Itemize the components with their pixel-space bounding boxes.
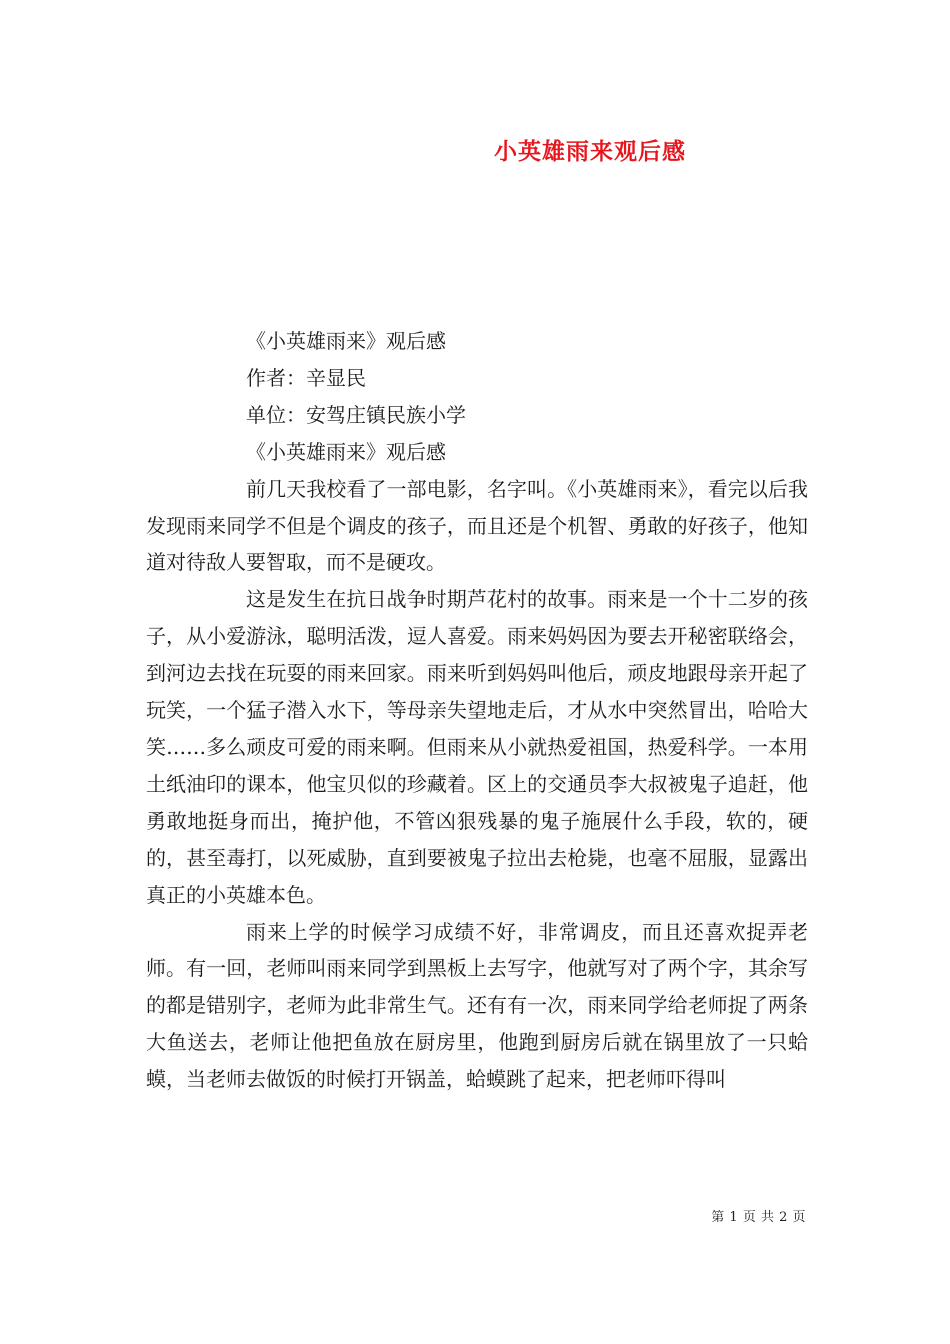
paragraph-subtitle: 《小英雄雨来》观后感	[246, 439, 446, 464]
paragraph-author: 作者：辛显民	[246, 365, 366, 390]
paragraph-heading: 《小英雄雨来》观后感	[246, 329, 446, 353]
paragraph: 这是发生在抗日战争时期芦花村的故事。雨来是一个十二岁的孩子，从小爱游泳，聪明活泼，逗人喜爱。雨来妈妈因为要去开秘密联络会，到河边去找在玩耍的雨来回家。雨来听到妈妈叫他后，顽皮地跟母亲开起了玩笑，一个猛子潜入水下，等母亲失望地走后，才从水中突然冒出，哈哈大笑……多么顽皮可爱的雨来啊。但雨来从小就热爱祖国，热爱科学。一本用土纸油印的课本，他宝贝似的珍藏着。区上的交通员李大叔被鬼子追赶，他勇敢地挺身而出，掩护他，不管凶狠残暴的鬼子施展什么手段，软的，硬的，甚至毒打，以死威胁，直到要被鬼子拉出去枪毙，也毫不屈服，显露出真正的小英雄本色。	[146, 587, 808, 907]
paragraph: 雨来上学的时候学习成绩不好，非常调皮，而且还喜欢捉弄老师。有一回，老师叫雨来同学到黑板上去写字，他就写对了两个字，其余写的都是错别字，老师为此非常生气。还有有一次，雨来同学给老师捉了两条大鱼送去，老师让他把鱼放在厨房里，他跑到厨房后就在锅里放了一只蛤蟆，当老师去做饭的时候打开锅盖，蛤蟆跳了起来，把老师吓得叫	[146, 919, 808, 1092]
document-body	[146, 323, 808, 1098]
document-title: 小英雄雨来观后感	[494, 139, 686, 165]
paragraph: 前几天我校看了一部电影，名字叫。《小英雄雨来》，看完以后我发现雨来同学不但是个调皮的孩子，而且还是个机智、勇敢的好孩子，他知道对待敌人要智取，而不是硬攻。	[146, 476, 808, 575]
paragraph-affiliation: 单位：安驾庄镇民族小学	[246, 402, 466, 427]
page-number-footer: 第 1 页 共 2 页	[711, 1210, 806, 1225]
